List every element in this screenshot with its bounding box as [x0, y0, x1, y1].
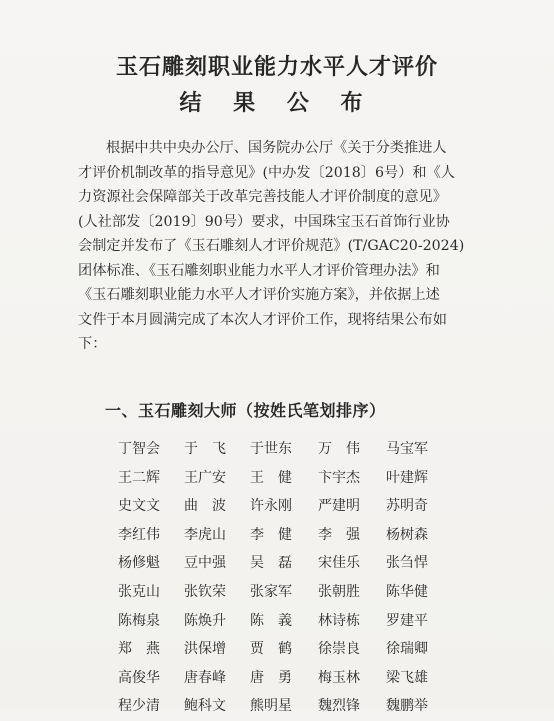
name-item: 李 强	[318, 526, 360, 543]
name-item: 王广安	[184, 469, 226, 486]
name-item: 徐瑞卿	[386, 641, 428, 658]
name-item: 李虎山	[184, 526, 226, 543]
name-item: 鲍科文	[184, 698, 226, 715]
name-row	[118, 492, 478, 521]
name-item: 曲 波	[184, 498, 226, 515]
document-subtitle: 结 果 公 布	[179, 90, 375, 116]
name-item: 叶建辉	[386, 469, 428, 486]
name-item: 马宝军	[386, 441, 428, 457]
name-item: 程少清	[118, 698, 160, 715]
name-item: 王二辉	[118, 469, 160, 486]
name-item: 李红伟	[118, 526, 160, 543]
name-item: 杨修魁	[118, 555, 160, 572]
name-item: 张克山	[118, 583, 160, 600]
name-item: 熊明星	[250, 698, 292, 715]
body-line: 才评价机制改革的指导意见》(中办发〔2018〕6号）和《人	[78, 164, 455, 181]
name-item: 梅玉林	[318, 669, 360, 686]
name-item: 张刍悍	[386, 555, 428, 572]
name-item: 梁飞雄	[386, 669, 428, 686]
body-line: 下：	[78, 336, 107, 352]
name-row	[118, 549, 478, 578]
name-item: 张朝胜	[318, 583, 360, 600]
name-item: 郑 燕	[118, 641, 160, 658]
name-row	[118, 635, 478, 664]
name-item: 张家军	[250, 583, 292, 600]
name-item: 林诗栋	[318, 612, 360, 629]
name-row	[118, 464, 478, 493]
name-item: 魏鹏举	[386, 698, 428, 715]
body-line: (人社部发〔2019〕90号）要求，中国珠宝玉石首饰行业协	[78, 213, 450, 230]
body-line: 根据中共中央办公厅、国务院办公厅《关于分类推进人	[106, 140, 447, 156]
name-item: 杨树森	[386, 526, 428, 543]
document-title: 玉石雕刻职业能力水平人才评价	[115, 54, 438, 80]
name-item: 苏明奇	[386, 498, 428, 515]
name-row	[118, 578, 478, 607]
name-row	[118, 664, 478, 693]
name-item: 陈梅泉	[118, 612, 160, 629]
name-row	[118, 607, 478, 636]
name-item: 豆中强	[184, 555, 226, 572]
name-item: 吴 磊	[250, 555, 292, 572]
name-item: 唐 勇	[250, 669, 292, 686]
name-item: 宋佳乐	[318, 555, 360, 572]
name-row	[118, 692, 478, 721]
name-item: 王 健	[250, 469, 292, 486]
name-item: 魏烈锋	[318, 698, 360, 715]
name-item: 张钦荣	[184, 583, 226, 600]
body-line: 文件于本月圆满完成了本次人才评价工作，现将结果公布如	[78, 311, 447, 328]
name-item: 陈华健	[386, 583, 428, 600]
name-item: 贾 鹤	[250, 641, 292, 658]
body-line: 力资源社会保障部关于改革完善技能人才评价制度的意见》	[78, 189, 447, 205]
name-item: 严建明	[318, 498, 360, 515]
name-item: 洪保增	[184, 641, 226, 658]
name-item: 唐春峰	[184, 669, 226, 686]
name-row	[118, 521, 478, 550]
name-item: 万 伟	[318, 441, 360, 457]
name-item: 卞宇杰	[318, 469, 360, 486]
body-line: 团体标准、《玉石雕刻职业能力水平人才评价管理办法》和	[78, 262, 440, 279]
body-paragraph	[78, 136, 488, 357]
name-item: 史文文	[118, 498, 160, 515]
name-row	[118, 435, 478, 464]
body-line: 会制定并发布了《玉石雕刻人才评价规范》(T/GAC20-2024)	[78, 238, 465, 254]
name-list	[118, 435, 478, 721]
name-item: 李 健	[250, 526, 292, 543]
body-line: 《玉石雕刻职业能力水平人才评价实施方案》，并依据上述	[78, 287, 440, 303]
name-item: 徐崇良	[318, 641, 360, 658]
name-item: 许永刚	[250, 498, 292, 515]
name-item: 陈 義	[250, 612, 292, 629]
section-heading: 一、玉石雕刻大师（按姓氏笔划排序）	[105, 401, 386, 420]
name-item: 罗建平	[386, 612, 428, 629]
name-item: 丁智会	[118, 441, 160, 457]
name-item: 陈焕升	[184, 612, 226, 629]
name-item: 于 飞	[184, 441, 226, 457]
name-item: 于世东	[250, 441, 292, 457]
name-item: 高俊华	[118, 669, 160, 686]
